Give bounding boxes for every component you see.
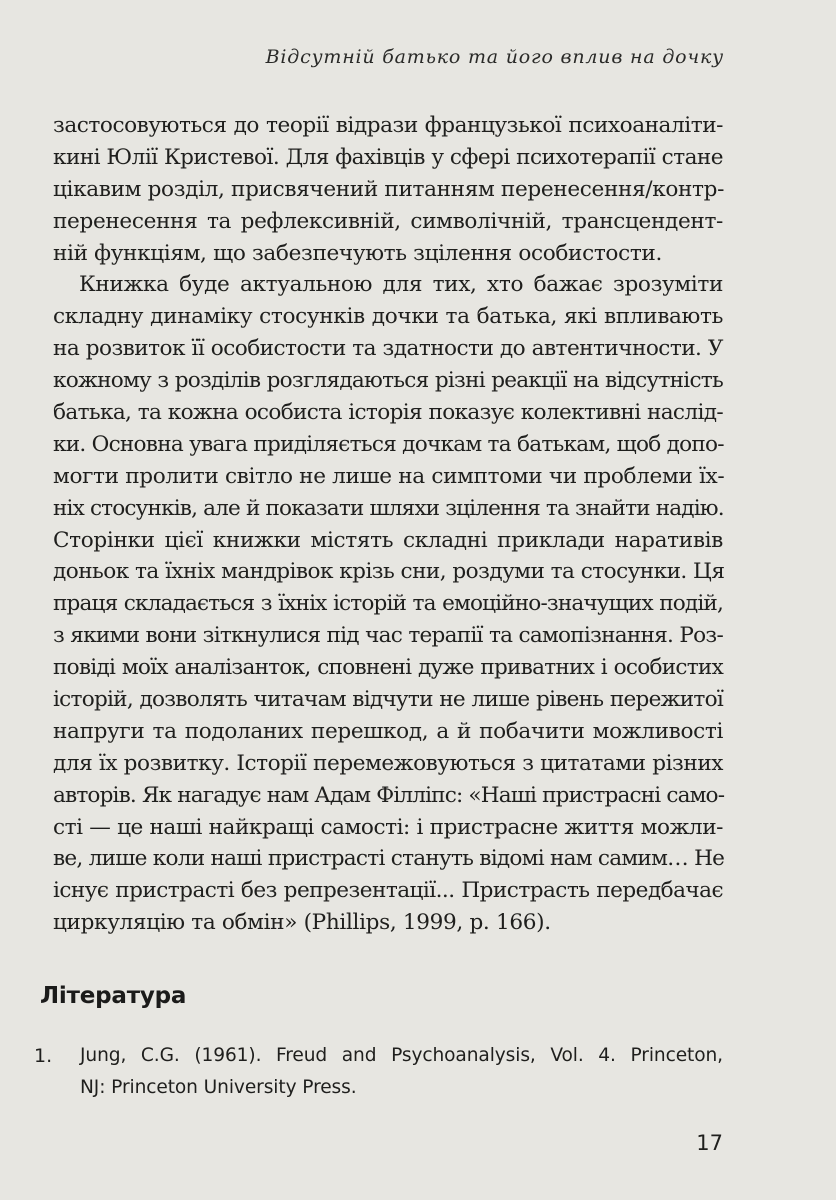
reference-number: 1. bbox=[34, 1045, 53, 1067]
body-text bbox=[53, 110, 723, 939]
text-line: історій, дозволять читачам відчути не лише рівень пережитої bbox=[53, 687, 723, 713]
text-line: ніх стосунків, але й показати шляхи зцілення та знайти надію. bbox=[53, 495, 724, 521]
reference-text bbox=[80, 1040, 723, 1104]
text-line: Сторінки цієї книжки містять складні приклади наративів bbox=[53, 527, 723, 553]
reference-line: Jung, C.G. (1961). Freud and Psychoanalysis, Vol. 4. Princeton, bbox=[80, 1045, 723, 1066]
text-line: для їх розвитку. Історії перемежовуються з цитатами різних bbox=[53, 750, 723, 776]
text-line: сті — це наші найкращі самості: і пристрасне життя можли- bbox=[53, 814, 723, 840]
text-line: з якими вони зіткнулися під час терапії та самопізнання. Роз- bbox=[53, 623, 723, 649]
text-line: праця складається з їхніх історій та емоційно-значущих подій, bbox=[53, 591, 723, 617]
text-line: циркуляцію та обмін» (Phillips, 1999, p. 166). bbox=[53, 910, 551, 936]
text-line: повіді моїх аналізанток, сповнені дуже приватних і особистих bbox=[53, 655, 723, 681]
reference-line: NJ: Princeton University Press. bbox=[80, 1077, 357, 1098]
text-line: на розвиток її особистости та здатности до автентичности. У bbox=[53, 336, 723, 362]
text-line: авторів. Як нагадує нам Адам Філліпс: «Наші пристрасні само- bbox=[53, 782, 725, 808]
text-line: ве, лише коли наші пристрасті стануть відомі нам самим… Не bbox=[53, 846, 725, 872]
running-header: Відсутній батько та його вплив на дочку bbox=[265, 46, 724, 68]
text-line: Книжка буде актуальною для тих, хто бажає зрозуміти bbox=[79, 272, 723, 298]
text-line: кожному з розділів розглядаються різні реакції на відсутність bbox=[53, 368, 723, 394]
text-line: перенесення та рефлексивній, символічній, трансцендент- bbox=[53, 208, 723, 234]
text-line: цікавим розділ, присвячений питанням перенесення/контр- bbox=[53, 176, 725, 202]
text-line: ки. Основна увага приділяється дочкам та батькам, щоб допо- bbox=[53, 431, 724, 457]
text-line: могти пролити світло не лише на симптоми чи проблеми їх- bbox=[53, 463, 725, 489]
text-line: існує пристрасті без репрезентації... Пристрасть передбачає bbox=[53, 878, 723, 904]
text-line: застосовуються до теорії відрази французької психоаналіти- bbox=[53, 113, 723, 138]
text-line: складну динаміку стосунків дочки та батька, які впливають bbox=[53, 304, 723, 330]
text-line: ній функціям, що забезпечують зцілення особистости. bbox=[53, 240, 662, 266]
text-line: батька, та кожна особиста історія показує колективні наслід- bbox=[53, 400, 723, 426]
text-line: доньок та їхніх мандрівок крізь сни, роздуми та стосунки. Ця bbox=[53, 559, 725, 585]
page-number: 17 bbox=[696, 1131, 723, 1155]
text-line: напруги та подоланих перешкод, а й побачити можливості bbox=[53, 718, 723, 744]
text-line: кині Юлії Кристевої. Для фахівців у сфері психотерапії стане bbox=[53, 144, 723, 170]
references-heading: Література bbox=[40, 983, 187, 1009]
